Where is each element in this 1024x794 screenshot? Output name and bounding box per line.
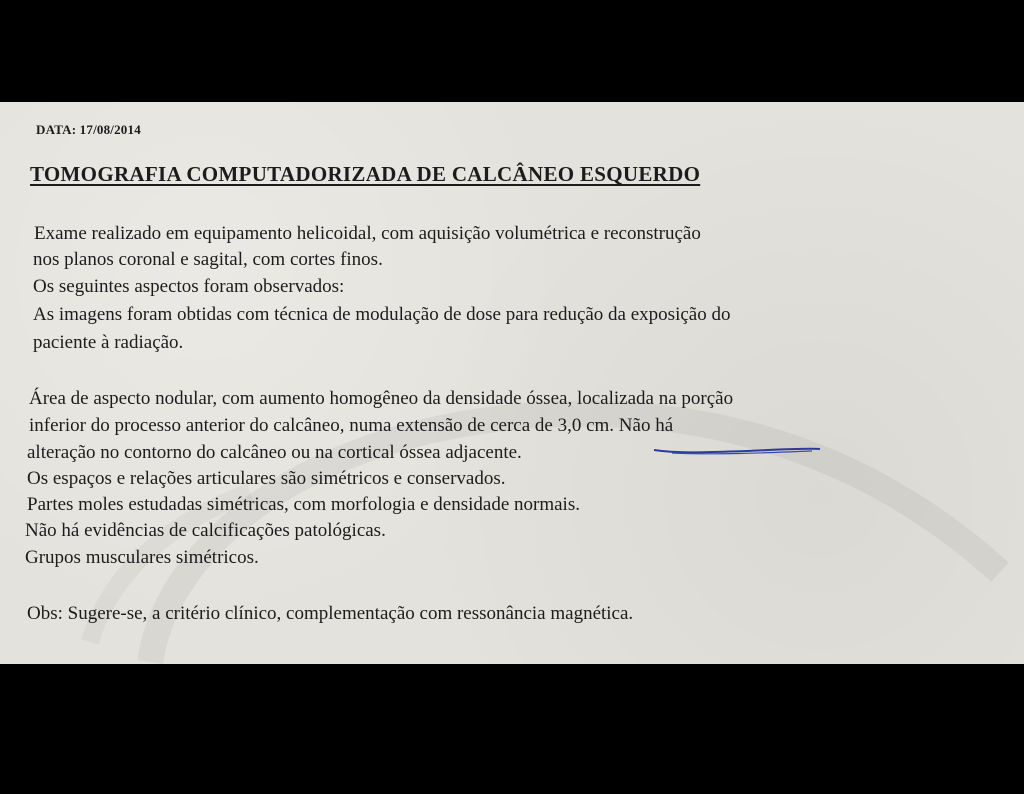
report-line-4: As imagens foram obtidas com técnica de modulação de dose para redução da exposição do: [33, 304, 731, 325]
report-line-5: paciente à radiação.: [33, 332, 184, 353]
report-line-2: nos planos coronal e sagital, com cortes finos.: [33, 249, 383, 270]
report-line-12: Grupos musculares simétricos.: [25, 547, 259, 568]
report-date: DATA: 17/08/2014: [36, 122, 141, 137]
report-line-9: Os espaços e relações articulares são simétricos e conservados.: [27, 468, 506, 489]
report-line-1: Exame realizado em equipamento helicoidal, com aquisição volumétrica e reconstrução: [34, 223, 701, 244]
report-line-13: Obs: Sugere-se, a critério clínico, complementação com ressonância magnética.: [27, 603, 634, 624]
report-paper: [0, 102, 1024, 664]
report-line-7: inferior do processo anterior do calcâneo, numa extensão de cerca de 3,0 cm. Não há: [29, 415, 674, 436]
pen-underline-mark: [652, 442, 822, 458]
report-line-6: Área de aspecto nodular, com aumento homogêneo da densidade óssea, localizada na porção: [29, 388, 734, 409]
report-line-8: alteração no contorno do calcâneo ou na cortical óssea adjacente.: [27, 442, 522, 463]
report-line-11: Não há evidências de calcificações patológicas.: [25, 520, 386, 541]
report-title: TOMOGRAFIA COMPUTADORIZADA DE CALCÂNEO ESQUERDO: [30, 162, 701, 186]
report-line-3: Os seguintes aspectos foram observados:: [33, 276, 345, 297]
report-line-10: Partes moles estudadas simétricas, com morfologia e densidade normais.: [27, 494, 580, 515]
